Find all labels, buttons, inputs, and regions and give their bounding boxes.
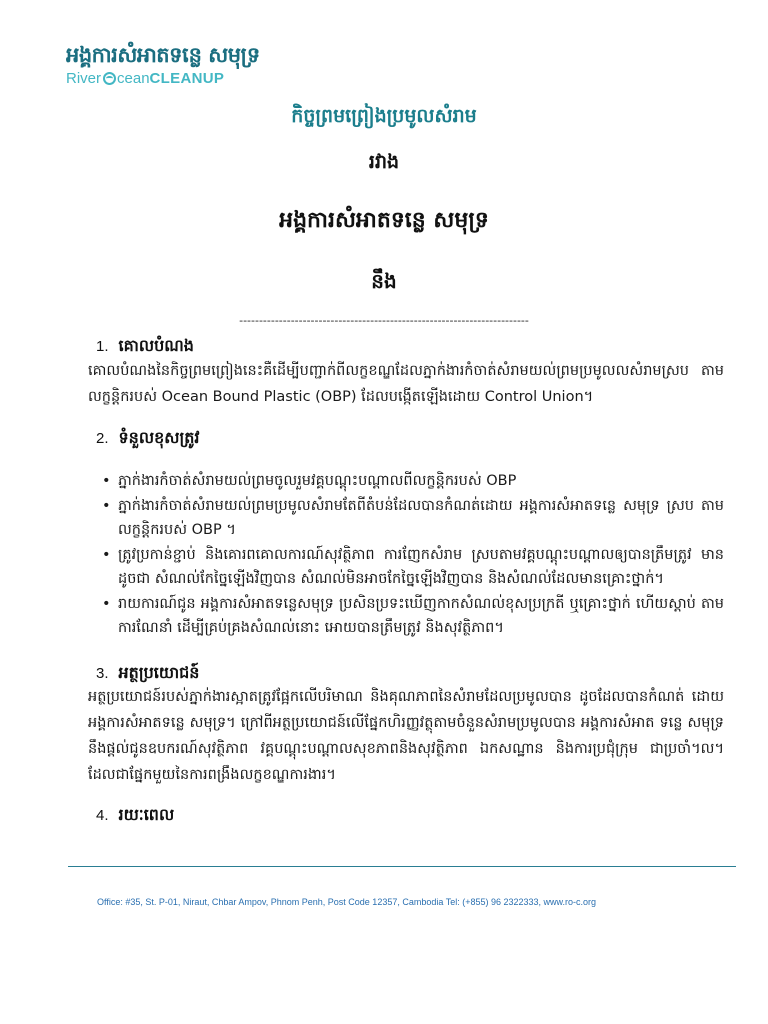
wave-o-icon xyxy=(103,72,116,85)
bullet-icon: • xyxy=(102,473,111,489)
organization-logo xyxy=(66,42,260,88)
list-item xyxy=(100,543,724,592)
list-item-text: រាយការណ៍ជូន អង្គការសំអាតទន្លេសមុទ្រ ប្រសិនប្រទះឃើញកាកសំណល់ខុសប្រក្រតី ឬគ្រោះថ្នាក់ ហើយស្ដាប់ តាមការណែនាំ ដើម្បីគ្រប់គ្រងសំណល់នោះ អោយបានត្រឹមត្រូវ និងសុវត្ថិភាព។ xyxy=(118,595,724,636)
logo-latin-name xyxy=(66,70,260,88)
section-1-body: គោលបំណងនៃកិច្ចព្រមព្រៀងនេះគឺដើម្បីបញ្ជាក់ពីលក្ខខណ្ឌដែលភ្នាក់ងារកំចាត់សំរាមយល់ព្រមប្រមូលលសំរាមស្រប តាមលក្ខន្តិករបស់ Ocean Bound Plastic (OBP) ដែលបង្កើតឡើងដោយ Control Union។ xyxy=(88,363,724,405)
bullet-icon: • xyxy=(102,595,111,612)
list-item xyxy=(100,592,724,641)
footer-contact: Office: #35, St. P-01, Niraut, Chbar Ampov, Phnom Penh, Post Code 12357, Cambodia Tel: (+855) 96 2322333, www.ro-c.org xyxy=(97,897,597,907)
list-item xyxy=(100,494,724,543)
logo-river-text: River xyxy=(66,70,102,87)
list-item-text: ត្រូវប្រកាន់ខ្ជាប់ និងគោរពគោលការណ៍សុវត្ថិភាព ការញែកសំរាម ស្របតាមវគ្គបណ្ដុះបណ្ដាលឲ្យបានត្រឹមត្រូវ មានដូចជា សំណល់កែច្នៃឡើងវិញបាន សំណល់មិនអាចកែច្នៃឡើងវិញបាន និងសំណល់ដែលមានគ្រោះថ្នាក់។ xyxy=(118,546,724,587)
list-item-text: ភ្នាក់ងារកំចាត់សំរាមយល់ព្រមចូលរួមវគ្គបណ្ដុះបណ្ដាលពីលក្ខន្តិករបស់ OBP xyxy=(118,473,517,489)
section-number: 1. xyxy=(96,338,109,355)
document-title: កិច្ចព្រមព្រៀងប្រមូលសំរាម xyxy=(291,105,477,127)
section-number: 3. xyxy=(96,665,109,682)
section-title: អត្ថប្រយោជន៍ xyxy=(118,663,200,682)
section-number: 2. xyxy=(96,430,109,447)
dash-separator: ------------------------------------------------------------------------- xyxy=(239,314,529,327)
section-title: រយៈពេល xyxy=(118,805,175,824)
section-title: ទំនួលខុសត្រូវ xyxy=(118,428,200,447)
section-3-heading xyxy=(96,662,199,686)
section-2-heading xyxy=(96,427,199,451)
list-item-text: ភ្នាក់ងារកំចាត់សំរាមយល់ព្រមប្រមូលសំរាមតែពីតំបន់ដែលបានកំណត់ដោយ អង្គការសំអាតទន្លេ សមុទ្រ ស្រប តាមលក្ខន្តិករបស់ OBP ។ xyxy=(118,497,724,538)
section-1-heading xyxy=(96,335,194,359)
between-label: រវាង xyxy=(368,151,400,173)
list-item xyxy=(100,469,724,494)
section-4-heading xyxy=(96,804,174,828)
bullet-icon: • xyxy=(102,497,111,514)
logo-ocean-text: cean xyxy=(117,70,150,87)
logo-khmer-name: អង្គការសំអាតទន្លេ សមុទ្រ xyxy=(66,43,260,67)
footer-divider xyxy=(68,866,736,867)
party-name: អង្គការសំអាតទន្លេ សមុទ្រ xyxy=(279,208,489,233)
section-title: គោលបំណង xyxy=(118,336,194,355)
section-number: 4. xyxy=(96,807,109,824)
responsibilities-list xyxy=(100,469,724,641)
and-label: នឹង xyxy=(371,269,397,293)
logo-cleanup-text: CLEANUP xyxy=(149,70,225,87)
section-3-body: អត្ថប្រយោជន៍របស់ភ្នាក់ងារស្អាតត្រូវផ្អែកលើបរិមាណ និងគុណភាពនៃសំរាមដែលប្រមូលបាន ដូចដែលបានកំណត់ ដោយ អង្គការសំអាតទន្លេ សមុទ្រ។ ក្រៅពីអត្ថប្រយោជន៍លើផ្នែកហិរញ្ញវត្ថុតាមចំនួនសំរាមប្រមូលបាន អង្គការសំអាត ទន្លេ សមុទ្រ នឹងផ្ដល់ជូនឧបករណ៍សុវត្ថិភាព វគ្គបណ្ដុះបណ្ដាលសុខភាពនិងសុវត្ថិភាព ឯកសណ្ឋាន និងការប្រជុំក្រុម ជាប្រចាំ។ល។ ដែលជាផ្នែកមួយនៃការពង្រឹងលក្ខខណ្ឌការងារ។ xyxy=(88,689,724,783)
bullet-icon: • xyxy=(102,546,111,563)
